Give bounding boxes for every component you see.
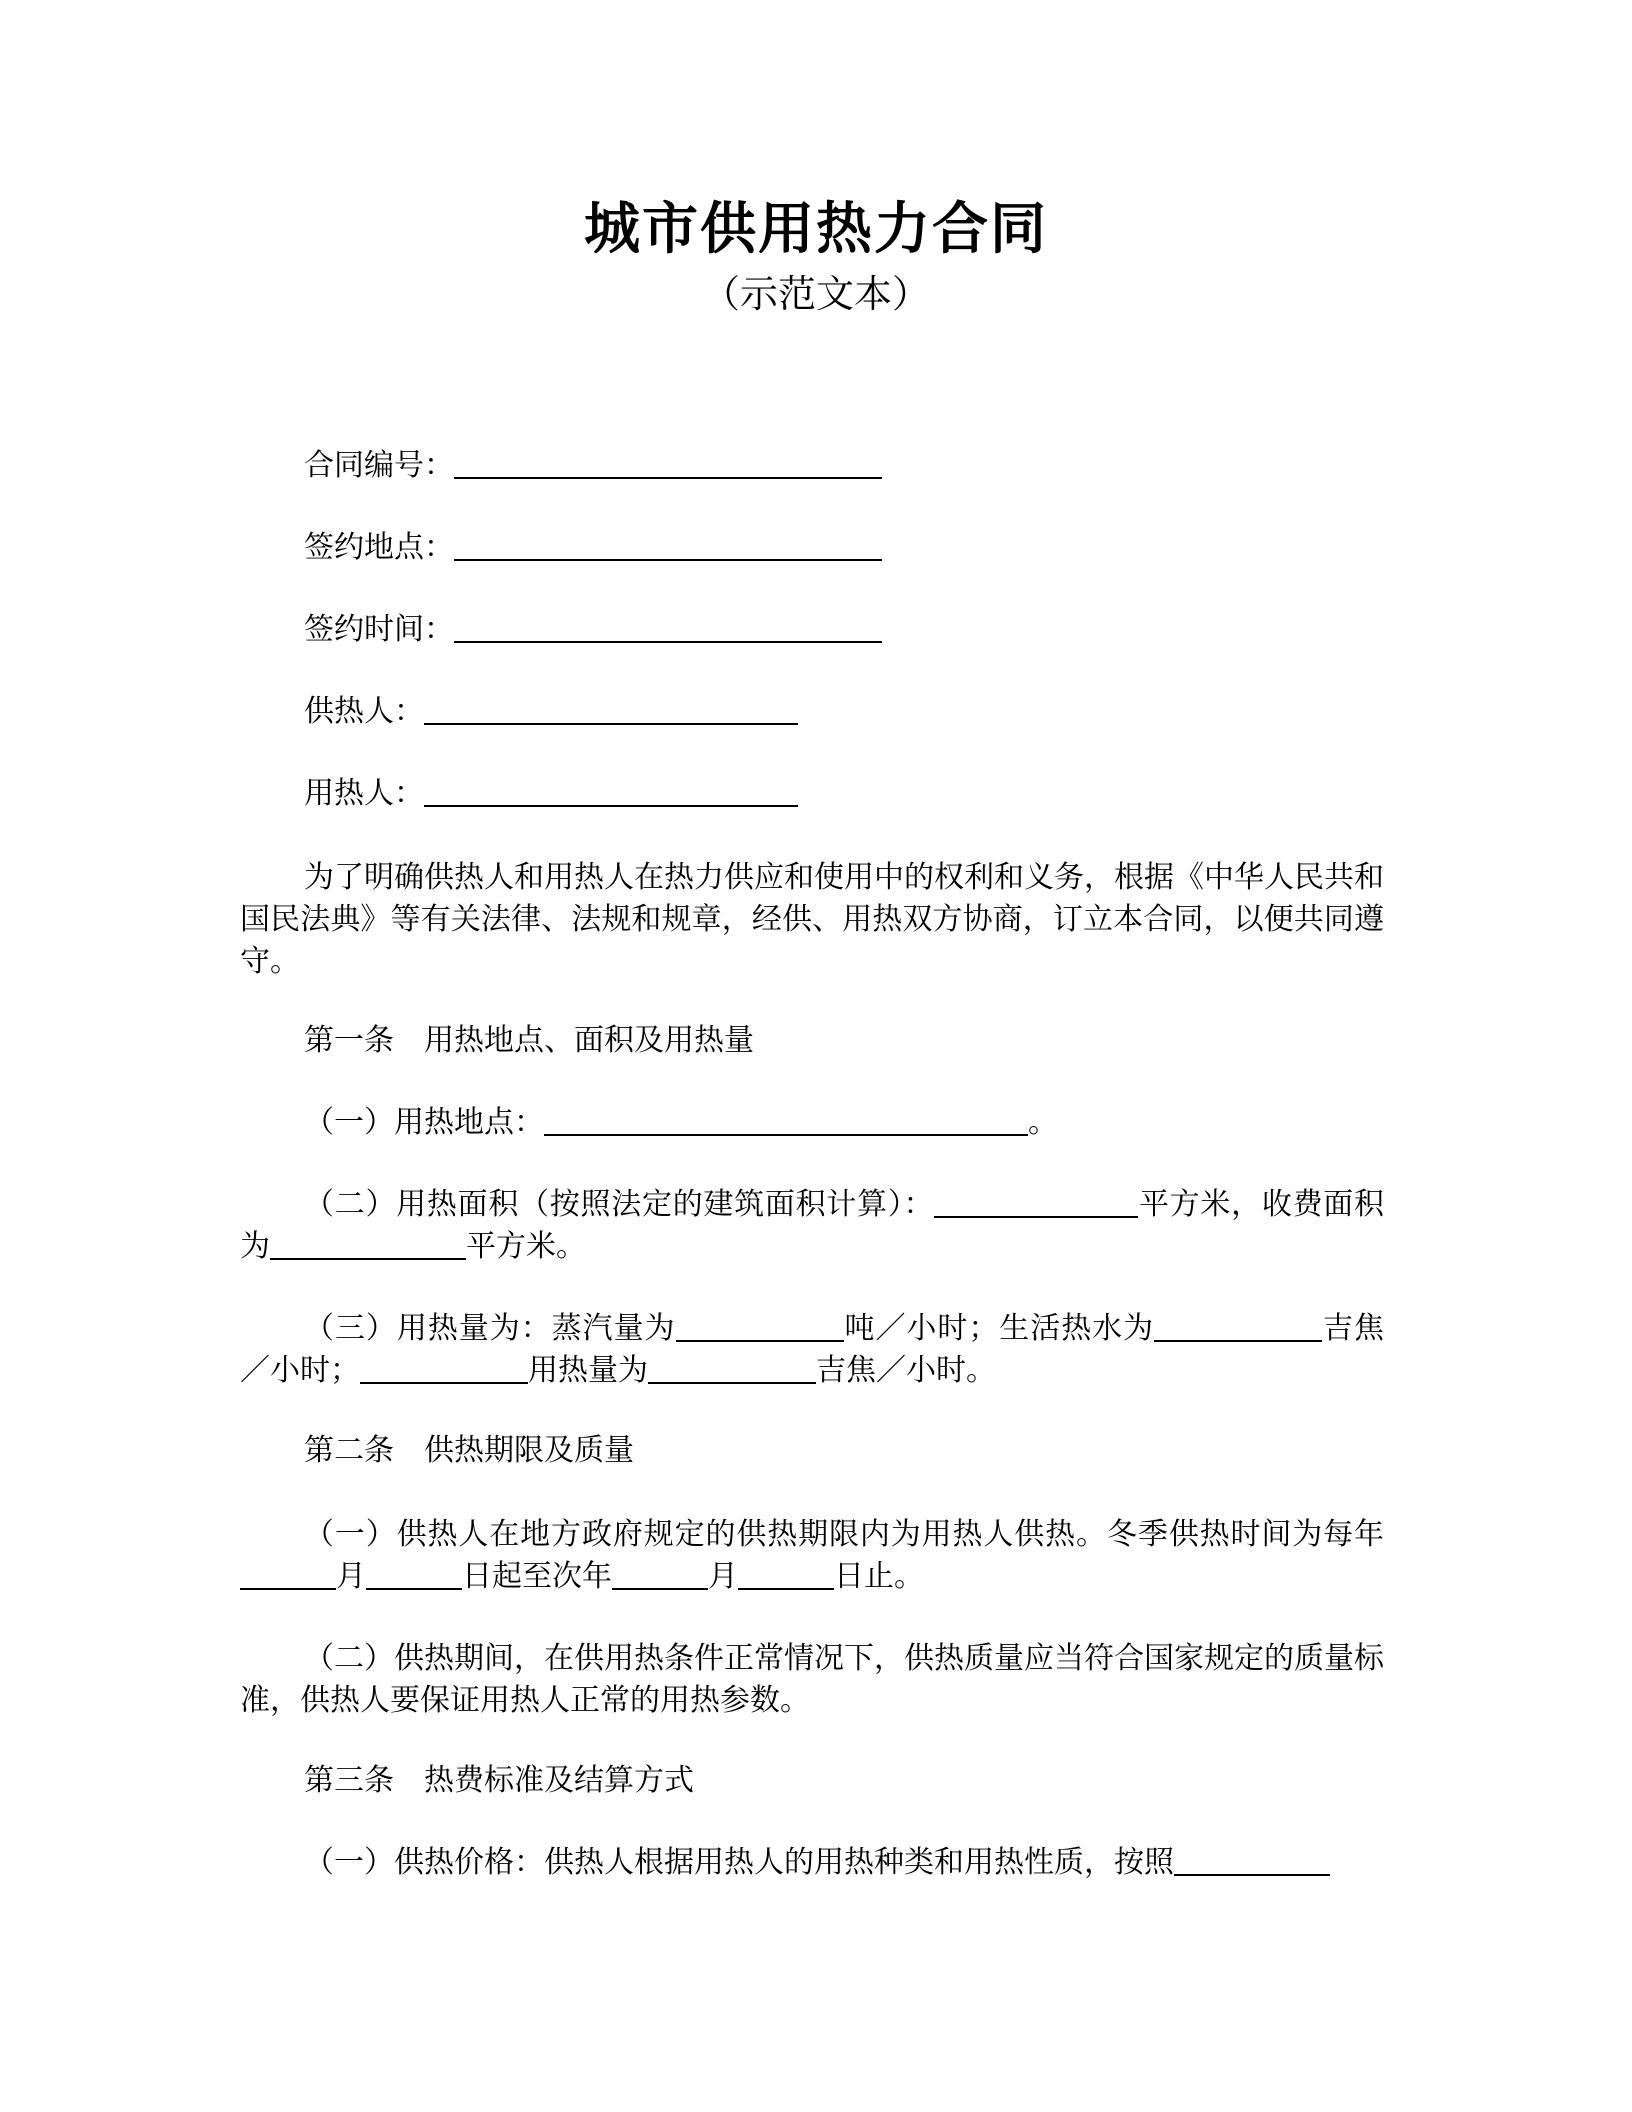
signing-time-blank[interactable] — [454, 611, 882, 643]
item-text: 平方米。 — [466, 1229, 586, 1264]
article-2-heading: 第二条 供热期限及质量 — [304, 1433, 634, 1468]
start-day-blank[interactable] — [366, 1558, 462, 1590]
item-text: （三）用热量为：蒸汽量为 — [304, 1311, 676, 1346]
document-subtitle: （示范文本） — [701, 272, 930, 316]
item-text: 用热量为 — [528, 1353, 648, 1388]
article-1-heading: 第一条 用热地点、面积及用热量 — [304, 1023, 754, 1058]
article-1-item-2 — [240, 1184, 1384, 1268]
article-3-heading: 第三条 热费标准及结算方式 — [304, 1763, 694, 1798]
hot-water-amount-blank[interactable] — [1154, 1310, 1322, 1342]
pricing-basis-blank[interactable] — [1174, 1844, 1330, 1876]
steam-amount-blank[interactable] — [676, 1310, 844, 1342]
end-day-blank[interactable] — [738, 1558, 834, 1590]
field-heat-supplier — [304, 691, 798, 733]
item-text: 日起至次年 — [462, 1559, 612, 1594]
item-text: （一）供热人在地方政府规定的供热期限内为用热人供热。冬季供热时间为每年 — [304, 1517, 1384, 1552]
document-title: 城市供用热力合同 — [584, 197, 1048, 262]
preamble-paragraph: 为了明确供热人和用热人在热力供应和使用中的权利和义务，根据《中华人民共和国民法典》等有关法律、法规和规章，经供、用热双方协商，订立本合同，以便共同遵守。 — [240, 860, 1384, 979]
item-text: 吉焦／小时。 — [816, 1353, 996, 1388]
contract-number-blank[interactable] — [454, 447, 882, 479]
article-1-item-1 — [304, 1102, 1058, 1144]
item-text: 月 — [336, 1559, 366, 1594]
field-heat-user — [304, 773, 798, 815]
field-label: 合同编号： — [304, 448, 454, 483]
heat-supplier-blank[interactable] — [424, 693, 798, 725]
item-text: 日止。 — [834, 1559, 924, 1594]
field-label: 签约地点： — [304, 530, 454, 565]
billing-area-blank[interactable] — [270, 1228, 466, 1260]
end-month-blank[interactable] — [612, 1558, 708, 1590]
article-1-item-3 — [240, 1308, 1384, 1392]
item-text: 。 — [1028, 1105, 1058, 1140]
item-text: 月 — [708, 1559, 738, 1594]
field-signing-place — [304, 527, 882, 569]
field-contract-number — [304, 445, 882, 487]
signing-place-blank[interactable] — [454, 529, 882, 561]
field-signing-time — [304, 609, 882, 651]
field-label: 用热人： — [304, 776, 424, 811]
field-label: 供热人： — [304, 694, 424, 729]
item-text: 平方米，收费面积为 — [240, 1187, 1385, 1264]
heating-area-blank[interactable] — [934, 1186, 1138, 1218]
item-text: （一）用热地点： — [304, 1105, 544, 1140]
heat-type-blank[interactable] — [360, 1352, 528, 1384]
heat-amount-blank[interactable] — [648, 1352, 816, 1384]
field-label: 签约时间： — [304, 612, 454, 647]
start-month-blank[interactable] — [240, 1558, 336, 1590]
article-2-item-1 — [240, 1514, 1384, 1598]
heat-location-blank[interactable] — [544, 1104, 1028, 1136]
article-3-item-1 — [240, 1842, 1384, 1884]
heat-user-blank[interactable] — [424, 775, 798, 807]
article-2-item-2: （二）供热期间，在供用热条件正常情况下，供热质量应当符合国家规定的质量标准，供热人要保证用热人正常的用热参数。 — [240, 1641, 1384, 1718]
item-text: 吉焦／小时； — [240, 1311, 1385, 1388]
item-text: 吨／小时；生活热水为 — [843, 1311, 1155, 1346]
item-text: （二）用热面积（按照法定的建筑面积计算）： — [304, 1187, 935, 1222]
item-text: （一）供热价格：供热人根据用热人的用热种类和用热性质，按照 — [304, 1845, 1174, 1880]
